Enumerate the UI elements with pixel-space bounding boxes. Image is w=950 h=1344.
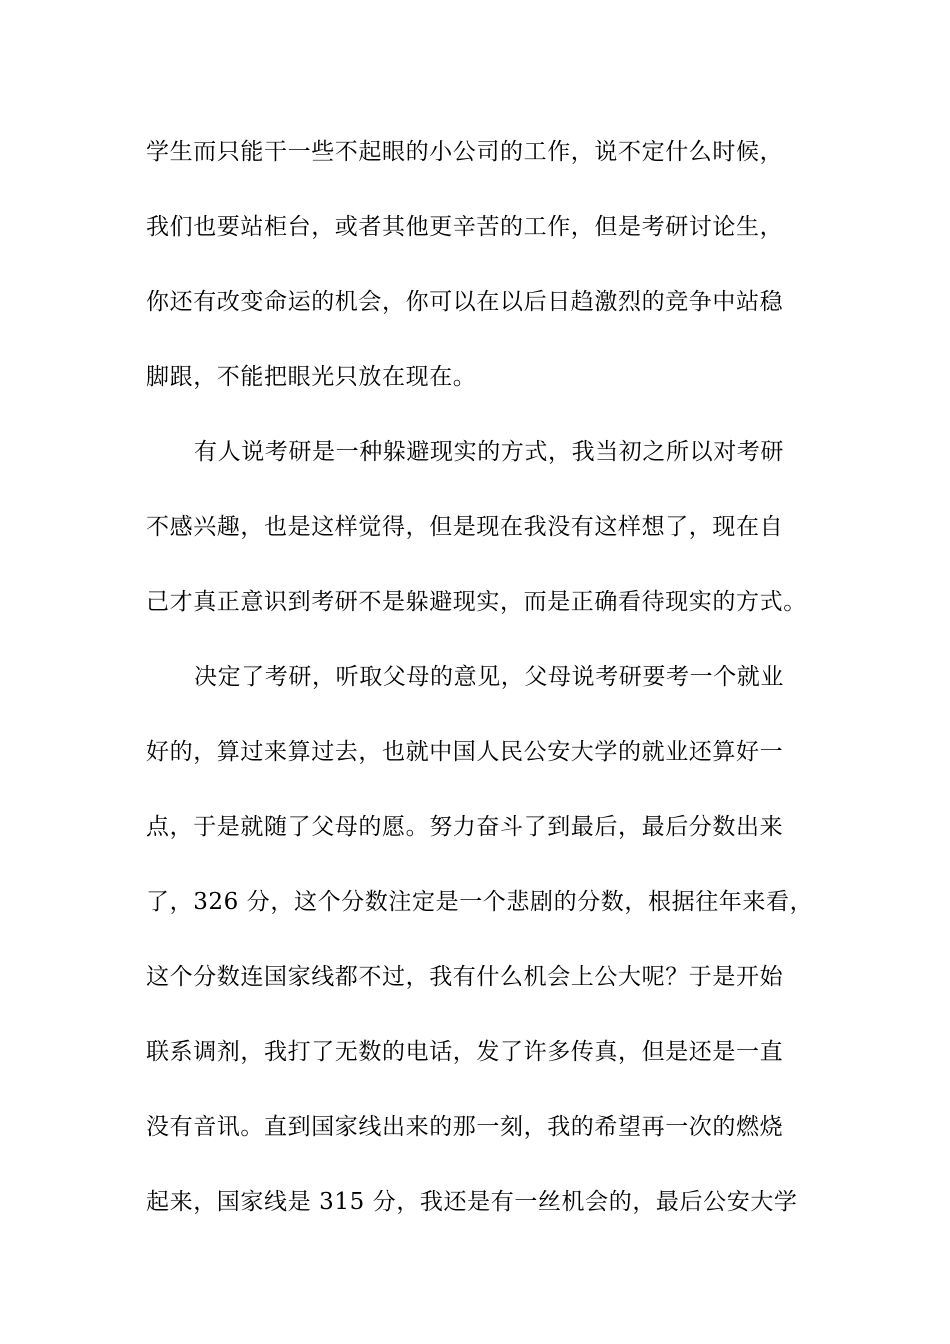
text-line: 我们也要站柜台，或者其他更辛苦的工作，但是考研讨论生， (146, 214, 784, 240)
text-line: 己才真正意识到考研不是躲避现实，而是正确看待现实的方式。 (146, 589, 807, 615)
text-line: 联系调剂，我打了无数的电话，发了许多传真，但是还是一直 (146, 1039, 784, 1065)
text-line: 起来，国家线是 315 分，我还是有一丝机会的，最后公安大学 (146, 1189, 798, 1215)
text-line: 点，于是就随了父母的愿。努力奋斗了到最后，最后分数出来 (146, 814, 784, 840)
text-line: 没有音讯。直到国家线出来的那一刻，我的希望再一次的燃烧 (146, 1114, 784, 1140)
paragraph-first-line: 决定了考研，听取父母的意见，父母说考研要考一个就业 (194, 664, 784, 690)
text-line: 你还有改变命运的机会，你可以在以后日趋激烈的竞争中站稳 (146, 289, 784, 315)
text-line: 不感兴趣，也是这样觉得，但是现在我没有这样想了，现在自 (146, 514, 784, 540)
body-text (146, 126, 816, 1251)
text-line: 脚跟，不能把眼光只放在现在。 (146, 364, 477, 390)
text-line: 学生而只能干一些不起眼的小公司的工作，说不定什么时候， (146, 139, 784, 165)
text-line: 了，326 分，这个分数注定是一个悲剧的分数，根据往年来看， (146, 889, 814, 915)
paragraph-first-line: 有人说考研是一种躲避现实的方式，我当初之所以对考研 (194, 439, 784, 465)
text-line: 好的，算过来算过去，也就中国人民公安大学的就业还算好一 (146, 739, 784, 765)
text-line: 这个分数连国家线都不过，我有什么机会上公大呢？于是开始 (146, 964, 784, 990)
